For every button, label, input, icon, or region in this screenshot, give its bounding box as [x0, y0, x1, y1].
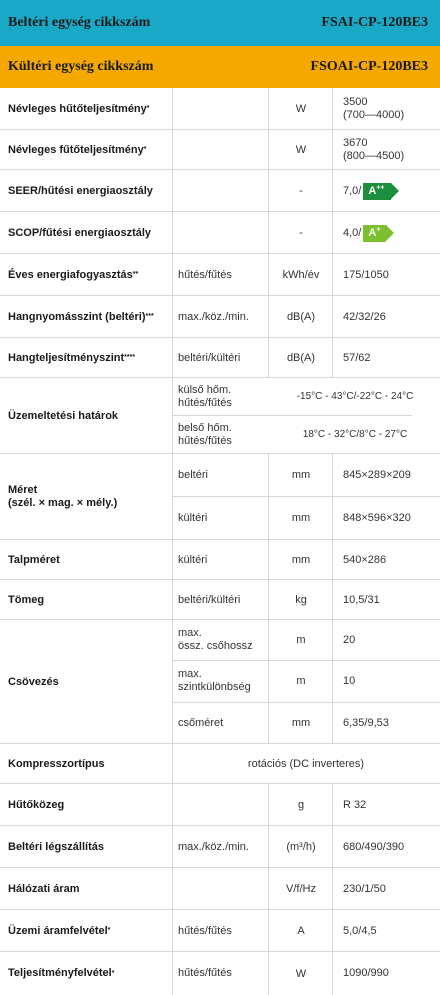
row-unit: mm	[291, 469, 311, 481]
row-value: 18°C - 32°C/8°C - 27°C	[302, 429, 408, 440]
row-condition: külső hőm. hűtés/fűtés	[178, 383, 232, 409]
annual-energy-row	[0, 254, 440, 296]
row-label: Névleges fűtőteljesítmény *	[8, 143, 147, 156]
row-unit: W	[295, 103, 307, 115]
row-unit: mm	[291, 512, 311, 524]
power-supply-row	[0, 868, 440, 910]
power-input-row	[0, 952, 440, 995]
piping-row	[0, 620, 440, 744]
row-unit: kWh/év	[282, 269, 320, 281]
row-value: 230/1/50	[343, 882, 386, 895]
row-label: Hálózati áram	[8, 882, 80, 895]
row-condition: beltéri/kültéri	[178, 593, 241, 606]
row-label: Csövezés	[8, 675, 59, 688]
row-unit: dB(A)	[286, 352, 316, 364]
row-label: Üzemi áramfelvétel *	[8, 924, 111, 937]
row-unit: m	[296, 634, 306, 646]
row-label: Névleges hűtőteljesítmény *	[8, 102, 150, 115]
row-unit: (m³/h)	[286, 841, 316, 853]
outdoor-unit-label: Kültéri egység cikkszám	[8, 59, 154, 74]
outdoor-unit-header	[0, 46, 440, 88]
row-condition: hűtés/fűtés	[178, 268, 232, 281]
row-condition: beltéri/kültéri	[178, 351, 241, 364]
row-unit: V/f/Hz	[286, 883, 316, 895]
row-unit: g	[297, 799, 305, 811]
row-condition: kültéri	[178, 511, 208, 524]
row-value: 3500 (700—4000)	[343, 96, 405, 121]
row-value: 42/32/26	[343, 310, 386, 323]
dimensions-row	[0, 454, 440, 540]
row-value: 57/62	[343, 351, 371, 364]
row-condition: belső hőm. hűtés/fűtés	[178, 421, 232, 447]
outdoor-unit-code: FSOAI-CP-120BE3	[310, 59, 428, 74]
row-label: Méret (szél. × mag. × mély.)	[8, 484, 118, 509]
indoor-unit-header	[0, 0, 440, 46]
base-size-row	[0, 540, 440, 580]
row-unit: A	[297, 925, 305, 937]
airflow-row	[0, 826, 440, 868]
sound-power-row	[0, 338, 440, 378]
indoor-unit-code: FSAI-CP-120BE3	[321, 15, 428, 30]
row-value: 10,5/31	[343, 593, 380, 606]
row-condition: csőméret	[178, 716, 224, 729]
row-condition: hűtés/fűtés	[178, 967, 232, 979]
row-label: Beltéri légszállítás	[8, 840, 104, 853]
row-unit: -	[299, 227, 303, 239]
badge-arrow-tip	[391, 183, 399, 199]
row-value: 680/490/390	[343, 840, 405, 853]
energy-class-badge: A+	[363, 225, 386, 242]
row-value: 845×289×209	[343, 468, 411, 481]
row-condition: max./köz./min.	[178, 310, 249, 323]
row-unit: mm	[291, 554, 311, 566]
operating-current-row	[0, 910, 440, 952]
row-label: Hűtőközeg	[8, 798, 65, 811]
heating-capacity-row	[0, 130, 440, 170]
row-condition: max. össz. csőhossz	[178, 627, 253, 652]
row-label: SEER/hűtési energiaosztály	[8, 184, 153, 197]
row-value: 20	[343, 633, 356, 646]
row-label: Tömeg	[8, 593, 45, 606]
row-value: rotációs (DC inverteres)	[247, 758, 365, 770]
row-label: Üzemeltetési határok	[8, 409, 119, 422]
row-condition: max. szintkülönbség	[178, 668, 251, 693]
energy-class-badge: A++	[363, 183, 390, 200]
row-label: Hangteljesítményszint ****	[8, 351, 136, 364]
row-unit: W	[295, 144, 307, 156]
row-unit: m	[296, 675, 306, 687]
seer-row	[0, 170, 440, 212]
row-label: SCOP/fűtési energiaosztály	[8, 226, 152, 239]
cooling-capacity-row	[0, 88, 440, 130]
row-unit: mm	[291, 717, 311, 729]
row-value: R 32	[343, 798, 367, 811]
row-label: Talpméret	[8, 553, 60, 566]
noise-row	[0, 296, 440, 338]
row-condition: kültéri	[178, 553, 208, 566]
row-condition: beltéri	[178, 468, 208, 481]
row-condition: hűtés/fűtés	[178, 924, 232, 937]
row-unit: W	[295, 967, 307, 980]
row-value: 4,0/ A+	[343, 212, 438, 254]
row-value: 540×286	[343, 553, 387, 566]
row-label: Kompresszortípus	[8, 757, 105, 770]
row-label: Teljesítményfelvétel *	[8, 967, 115, 979]
row-value: 7,0/ A++	[343, 170, 438, 212]
row-label: Hangnyomásszint (beltéri) ***	[8, 310, 154, 323]
refrigerant-row	[0, 784, 440, 826]
weight-row	[0, 580, 440, 620]
row-value: 10	[343, 674, 356, 687]
row-unit: kg	[295, 594, 307, 606]
row-condition: max./köz./min.	[178, 840, 249, 853]
row-value: -15°C - 43°C/-22°C - 24°C	[296, 391, 414, 402]
row-value: 175/1050	[343, 268, 389, 281]
row-value: 848×596×320	[343, 511, 411, 524]
scop-row	[0, 212, 440, 254]
operating-limits-row	[0, 378, 440, 454]
row-unit: dB(A)	[286, 311, 316, 323]
row-unit: -	[299, 185, 303, 197]
indoor-unit-label: Beltéri egység cikkszám	[8, 15, 151, 30]
row-value: 5,0/4,5	[343, 924, 377, 937]
row-value: 3670 (800—4500)	[343, 137, 405, 162]
row-value: 1090/990	[343, 967, 389, 979]
row-label: Éves energiafogyasztás **	[8, 268, 139, 281]
compressor-row	[0, 744, 440, 784]
badge-arrow-tip	[386, 225, 394, 241]
row-value: 6,35/9,53	[343, 716, 389, 729]
